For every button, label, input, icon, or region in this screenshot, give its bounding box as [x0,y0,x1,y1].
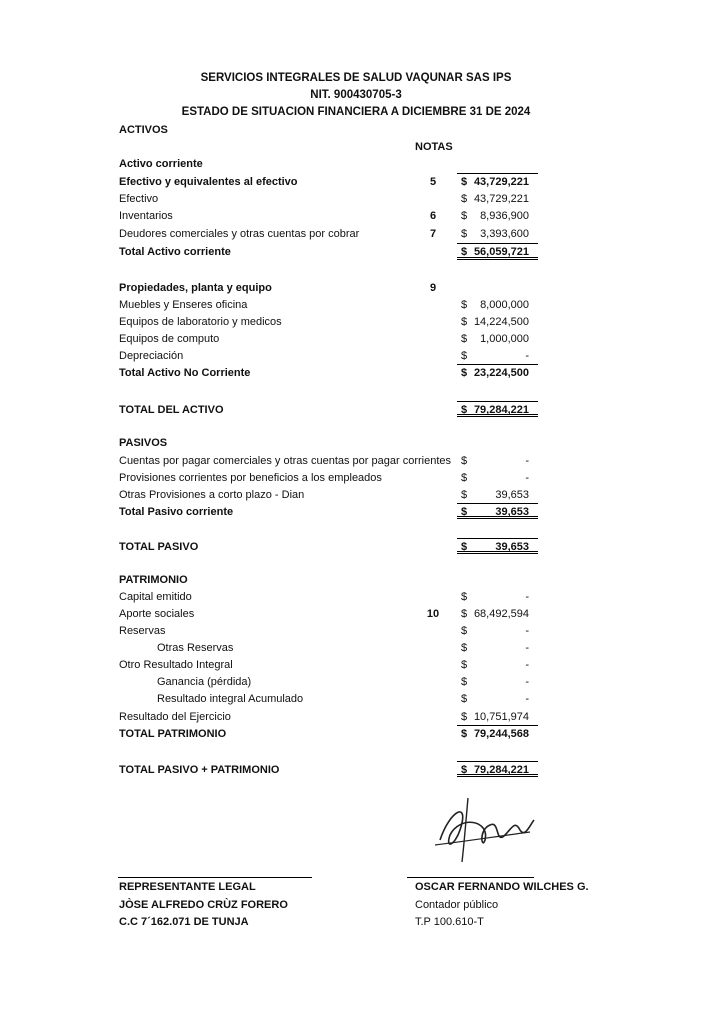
rule-total-patrimonio [457,725,538,726]
table-row [119,606,559,622]
row-amount: 79,244,568 [473,728,529,740]
row-amount: 79,284,221 [473,764,529,776]
row-label: Aporte sociales [119,608,195,620]
row-nota: 5 [429,176,437,188]
dbl-total-activo [457,414,538,417]
row-label: TOTAL PATRIMONIO [119,728,227,740]
table-row [119,487,559,503]
table-row [119,674,559,690]
row-currency: $ [461,367,468,379]
row-label: Resultado integral Acumulado [157,693,304,705]
table-row [119,156,559,172]
row-label: Propiedades, planta y equipo [119,282,272,294]
row-currency: $ [461,333,468,345]
row-currency: $ [461,591,468,603]
row-currency: $ [461,404,468,416]
table-row [119,297,559,313]
table-row [119,174,559,190]
row-currency: $ [461,764,468,776]
table-row [119,726,559,742]
row-currency: $ [461,210,468,222]
section-label: ACTIVOS [119,124,168,136]
table-row [119,226,559,242]
table-row [119,453,559,469]
accountant-name: OSCAR FERNANDO WILCHES G. [415,881,589,893]
row-currency: $ [461,472,468,484]
row-amount: 43,729,221 [473,193,529,205]
row-label: TOTAL DEL ACTIVO [119,404,224,416]
table-row [119,280,559,296]
row-amount: 3,393,600 [480,228,529,240]
row-nota: 9 [429,282,437,294]
row-amount: - [525,693,529,705]
row-label: Otras Provisiones a corto plazo - Dian [119,489,305,501]
row-amount: - [525,625,529,637]
row-label: Capital emitido [119,591,192,603]
row-amount: 10,751,974 [473,711,529,723]
rule-total-activo-corriente [457,243,538,244]
table-row [119,709,559,725]
row-currency: $ [461,642,468,654]
rule-total-activo-top [457,401,538,402]
row-label: Depreciación [119,350,184,362]
row-label: TOTAL PASIVO + PATRIMONIO [119,764,280,776]
row-currency: $ [461,676,468,688]
dbl-total-pasivo [457,551,538,554]
table-row [119,657,559,673]
row-amount: 23,224,500 [473,367,529,379]
row-currency: $ [461,455,468,467]
row-currency: $ [461,659,468,671]
rule-total-no-corriente [457,364,538,365]
row-nota: 6 [429,210,437,222]
row-amount: 56,059,721 [473,246,529,258]
signature-icon [430,790,540,865]
row-label: TOTAL PASIVO [119,541,199,553]
row-currency: $ [461,299,468,311]
table-row [119,623,559,639]
table-row [119,191,559,207]
row-currency: $ [461,228,468,240]
row-label: Otras Reservas [157,642,234,654]
row-amount: 1,000,000 [480,333,529,345]
row-label: Equipos de laboratorio y medicos [119,316,282,328]
row-label: Efectivo y equivalentes al efectivo [119,176,298,188]
rule-total-pasivo-corriente [457,503,538,504]
row-amount: 39,653 [495,489,529,501]
row-amount: 8,000,000 [480,299,529,311]
row-nota: 10 [426,608,440,620]
row-amount: 14,224,500 [473,316,529,328]
row-currency: $ [461,246,468,258]
dbl-total-pyp [457,774,538,777]
row-currency: $ [461,608,468,620]
signature-line-left [118,877,312,878]
legal-rep-id: C.C 7´162.071 DE TUNJA [119,916,249,928]
row-label: Equipos de computo [119,333,220,345]
section-activos [119,122,559,138]
row-currency: $ [461,176,468,188]
table-row [119,314,559,330]
table-row [119,365,559,381]
rule-total-pyp-top [457,761,538,762]
row-amount: 39,653 [495,541,529,553]
row-currency: $ [461,350,468,362]
row-amount: - [525,676,529,688]
row-amount: 39,653 [495,506,529,518]
rule-total-pasivo [457,538,538,539]
row-currency: $ [461,625,468,637]
row-label: Total Pasivo corriente [119,506,234,518]
row-amount: - [525,472,529,484]
row-label: Deudores comerciales y otras cuentas por cobrar [119,228,360,240]
row-currency: $ [461,506,468,518]
row-label: Reservas [119,625,166,637]
row-label: Efectivo [119,193,159,205]
box-top-efectivo [457,173,538,174]
row-currency: $ [461,541,468,553]
signature-line-right [407,877,534,878]
statement-title: ESTADO DE SITUACION FINANCIERA A DICIEMBRE 31 DE 2024 [181,106,531,118]
dbl-total-activo-corriente [457,257,538,260]
section-patrimonio [119,572,559,588]
row-nota: 7 [429,228,437,240]
legal-rep-role: REPRESENTANTE LEGAL [119,881,256,893]
row-amount: - [525,591,529,603]
row-label: Muebles y Enseres oficina [119,299,248,311]
row-label: Total Activo No Corriente [119,367,251,379]
row-label: Otro Resultado Integral [119,659,233,671]
row-label: Activo corriente [119,158,203,170]
row-amount: - [525,350,529,362]
table-row [119,331,559,347]
table-row [119,691,559,707]
row-currency: $ [461,693,468,705]
row-label: Inventarios [119,210,173,222]
section-label: PASIVOS [119,437,168,449]
dbl-total-pasivo-corriente [457,516,538,519]
row-currency: $ [461,193,468,205]
accountant-role: Contador público [415,899,499,911]
row-label: Cuentas por pagar comerciales y otras cuentas por pagar corrientes [119,455,452,467]
company-name: SERVICIOS INTEGRALES DE SALUD VAQUNAR SAS IPS [200,72,512,84]
row-currency: $ [461,316,468,328]
table-row [119,470,559,486]
row-amount: 68,492,594 [473,608,529,620]
legal-rep-name: JÒSE ALFREDO CRÙZ FORERO [119,899,288,911]
row-amount: 43,729,221 [473,176,529,188]
row-amount: 79,284,221 [473,404,529,416]
company-nit: NIT. 900430705-3 [310,89,402,101]
table-row [119,208,559,224]
row-label: Ganancia (pérdida) [157,676,252,688]
row-amount: - [525,455,529,467]
table-row [119,589,559,605]
row-amount: - [525,659,529,671]
row-currency: $ [461,489,468,501]
notas-label: NOTAS [415,141,453,153]
row-amount: - [525,642,529,654]
row-label: Provisiones corrientes por beneficios a los empleados [119,472,382,484]
row-currency: $ [461,728,468,740]
row-currency: $ [461,711,468,723]
accountant-tp: T.P 100.610-T [415,916,484,928]
row-amount: 8,936,900 [480,210,529,222]
row-label: Total Activo corriente [119,246,231,258]
section-pasivos [119,435,559,451]
notas-header [119,139,559,155]
row-label: Resultado del Ejercicio [119,711,231,723]
section-label: PATRIMONIO [119,574,188,586]
table-row [119,640,559,656]
table-row [119,348,559,364]
